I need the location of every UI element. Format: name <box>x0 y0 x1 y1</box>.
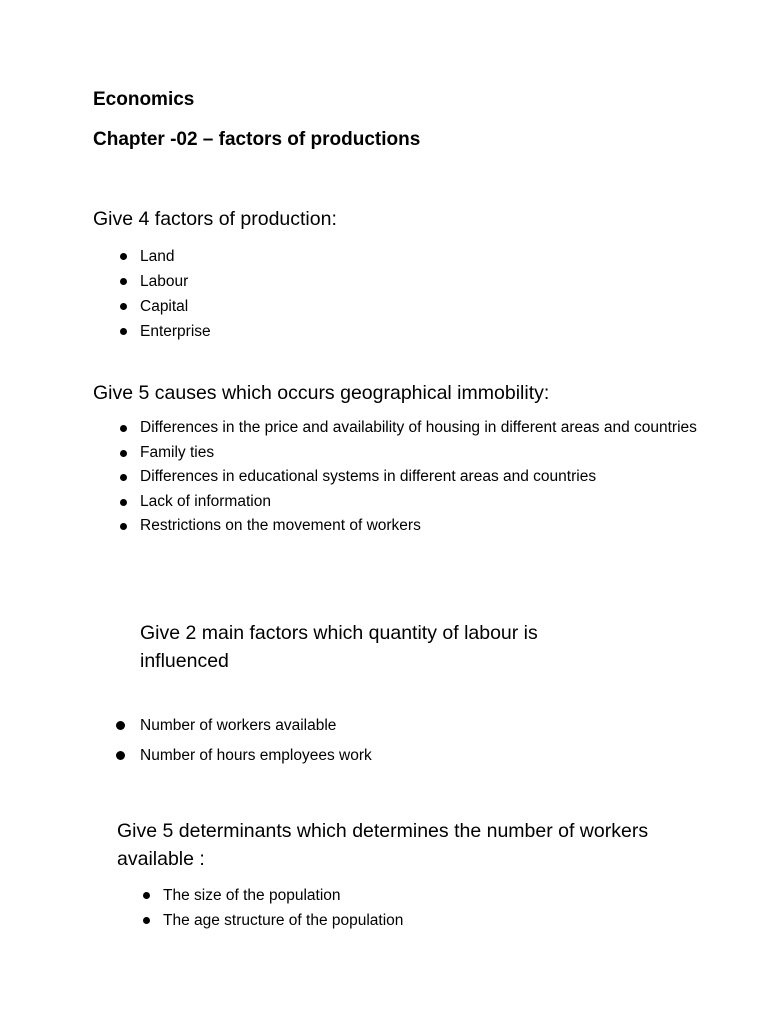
bullet-icon <box>116 751 125 760</box>
document-title: Economics <box>93 89 195 110</box>
question-workers-available: Give 5 determinants which determines the number of workers available : <box>117 820 649 870</box>
list-item: Differences in the price and availability of housing in different areas and countries <box>140 416 700 441</box>
list-item: Capital <box>140 294 211 319</box>
list-item: Enterprise <box>140 319 211 344</box>
bullet-icon <box>120 425 127 432</box>
geographical-immobility-list <box>140 416 700 539</box>
question-quantity-of-labour: Give 2 main factors which quantity of labour is influenced <box>140 622 538 672</box>
quantity-of-labour-list <box>140 711 372 771</box>
list-item: Lack of information <box>140 490 700 515</box>
workers-available-list <box>163 883 403 933</box>
bullet-icon <box>120 450 127 457</box>
question-geographical-immobility: Give 5 causes which occurs geographical immobility: <box>93 382 550 404</box>
list-item: Land <box>140 244 211 269</box>
bullet-icon <box>116 721 125 730</box>
list-item: Family ties <box>140 441 700 466</box>
list-item: Number of hours employees work <box>140 741 372 771</box>
bullet-icon <box>120 278 127 285</box>
question-factors-of-production: Give 4 factors of production: <box>93 208 337 230</box>
bullet-icon <box>120 499 127 506</box>
bullet-icon <box>120 474 127 481</box>
bullet-icon <box>143 892 150 899</box>
bullet-icon <box>120 328 127 335</box>
bullet-icon <box>143 917 150 924</box>
bullet-icon <box>120 253 127 260</box>
bullet-icon <box>120 523 127 530</box>
list-item: The size of the population <box>163 883 403 908</box>
list-item: Number of workers available <box>140 711 372 741</box>
chapter-heading: Chapter -02 – factors of productions <box>93 129 421 150</box>
factors-of-production-list <box>140 244 211 344</box>
list-item: Differences in educational systems in different areas and countries <box>140 465 700 490</box>
list-item: The age structure of the population <box>163 908 403 933</box>
list-item: Labour <box>140 269 211 294</box>
bullet-icon <box>120 303 127 310</box>
list-item: Restrictions on the movement of workers <box>140 514 700 539</box>
